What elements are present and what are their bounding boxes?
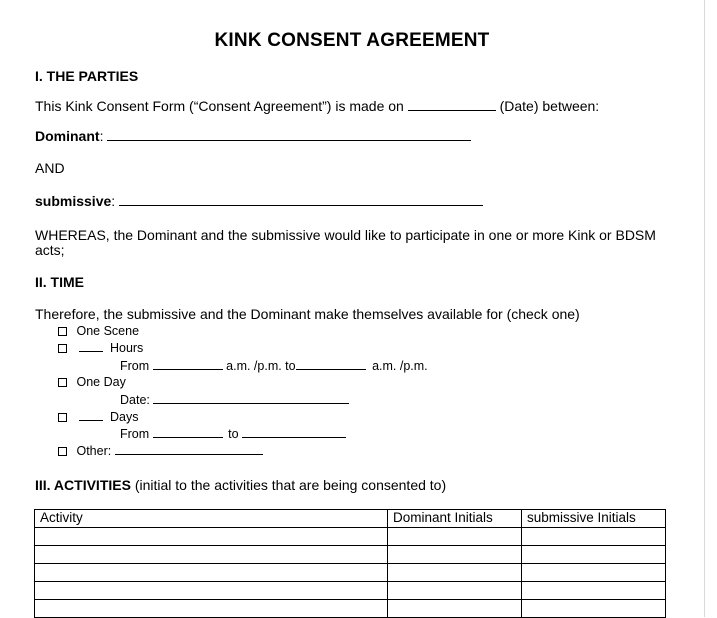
submissive-initials-cell[interactable] [522,564,666,582]
dominant-initials-cell[interactable] [388,600,522,618]
hours-ampm-to-label: a.m. /p.m. to [226,359,296,373]
hours-label: Hours [109,341,144,355]
date-blank[interactable] [408,100,496,111]
dominant-initials-cell[interactable] [388,582,522,600]
column-header-dominant-initials: Dominant Initials [388,510,522,528]
option-days [58,410,138,424]
dominant-label: Dominant [35,128,100,144]
one-day-date-blank[interactable] [153,393,349,404]
days-to-blank[interactable] [242,427,346,438]
section-activities-heading: III. ACTIVITIES [35,477,131,493]
section-time-heading: II. TIME [35,274,84,290]
submissive-initials-cell[interactable] [522,600,666,618]
whereas-text: WHEREAS, the Dominant and the submissive would like to participate in one or more Kink or BDSM [35,227,656,243]
hours-count-blank[interactable] [79,341,103,352]
one-scene-label: One Scene [76,324,140,338]
one-day-date-line [120,393,349,407]
days-to-label: to [228,427,239,441]
days-label: Days [109,410,139,424]
column-header-activity: Activity [35,510,388,528]
days-count-blank[interactable] [79,410,103,421]
other-label: Other: [76,444,112,458]
column-header-submissive-initials: submissive Initials [522,510,666,528]
activities-heading-line [35,477,446,493]
activities-note: (initial to the activities that are being consented to) [134,477,447,493]
days-from-label: From [120,427,150,441]
intro-line [35,98,599,114]
other-checkbox[interactable] [58,447,67,456]
table-header-row [35,510,666,528]
table-row [35,546,666,564]
activity-cell[interactable] [35,600,388,618]
activity-cell[interactable] [35,528,388,546]
submissive-initials-cell[interactable] [522,582,666,600]
one-scene-checkbox[interactable] [58,327,67,336]
and-label: AND [35,160,65,176]
hours-ampm-label: a.m. /p.m. [372,359,428,373]
one-day-label: One Day [76,375,126,389]
hours-to-blank[interactable] [296,359,366,370]
submissive-label: submissive [35,193,112,209]
dominant-name-blank[interactable] [107,130,471,141]
days-checkbox[interactable] [58,413,67,422]
submissive-initials-cell[interactable] [522,546,666,564]
hours-from-blank[interactable] [153,359,223,370]
section-parties-heading: I. THE PARTIES [35,68,139,84]
option-hours [58,341,143,355]
activity-cell[interactable] [35,546,388,564]
table-row [35,582,666,600]
activity-cell[interactable] [35,564,388,582]
activities-table [34,509,666,618]
dominant-line: Dominant: [35,128,471,144]
submissive-line: submissive: [35,193,483,209]
intro-date-label: (Date) between: [499,98,600,114]
date-label: Date: [120,393,150,407]
whereas-text-cont: acts; [35,242,65,258]
table-row [35,600,666,618]
hours-checkbox[interactable] [58,344,67,353]
table-row [35,564,666,582]
dominant-initials-cell[interactable] [388,546,522,564]
document-title: KINK CONSENT AGREEMENT [214,30,490,51]
submissive-initials-cell[interactable] [522,528,666,546]
dominant-initials-cell[interactable] [388,564,522,582]
dominant-initials-cell[interactable] [388,528,522,546]
time-intro: Therefore, the submissive and the Dominant make themselves available for (check one) [35,306,580,322]
option-one-scene [58,324,139,338]
days-from-blank[interactable] [153,427,223,438]
table-row [35,528,666,546]
one-day-checkbox[interactable] [58,378,67,387]
hours-from-label: From [120,359,150,373]
option-one-day [58,375,126,389]
other-blank[interactable] [115,444,263,455]
page-edge [704,0,717,617]
activity-cell[interactable] [35,582,388,600]
option-other [58,444,263,458]
days-range-line [120,427,346,441]
submissive-name-blank[interactable] [119,195,483,206]
hours-range-line [120,359,428,373]
intro-text: This Kink Consent Form (“Consent Agreement”) is made on [35,98,404,114]
